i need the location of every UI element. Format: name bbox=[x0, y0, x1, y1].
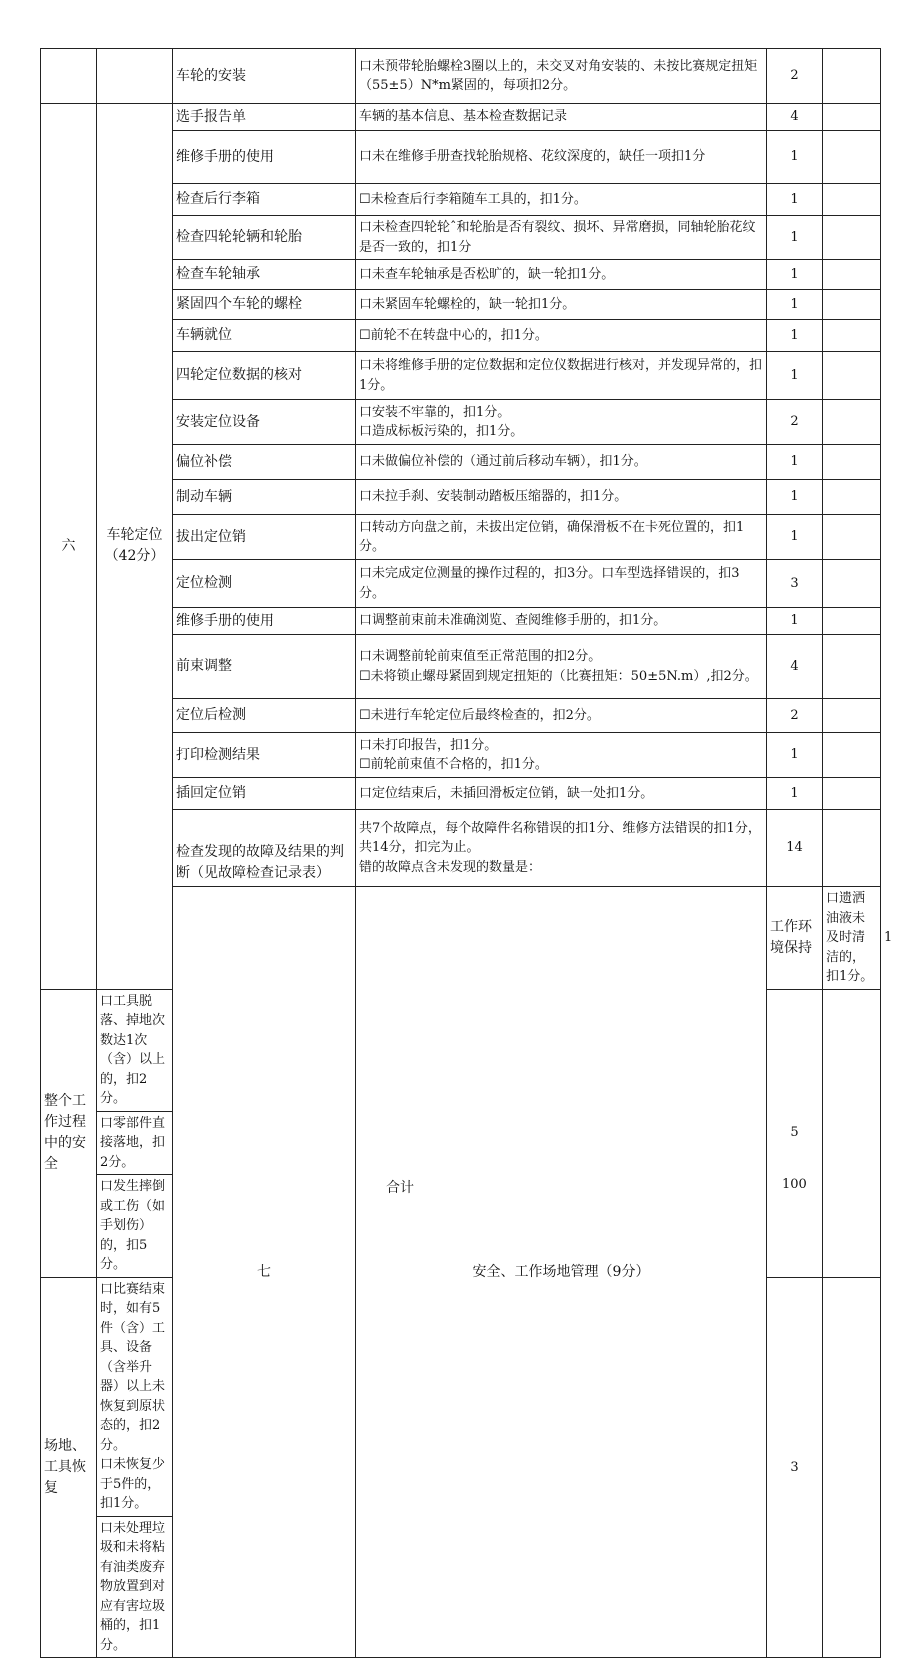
deduction-cell bbox=[823, 480, 881, 515]
criteria-cell: 口未查车轮轴承是否松旷的，缺一轮扣1分。 bbox=[356, 260, 767, 290]
deduction-cell bbox=[823, 184, 881, 216]
section-number-cell bbox=[41, 49, 97, 104]
category-cell bbox=[97, 49, 173, 104]
criteria-cell bbox=[356, 733, 767, 778]
item-cell: 制动车辆 bbox=[173, 480, 356, 515]
criteria-cell: ☐未检查后行李箱随车工具的，扣1分。 bbox=[356, 184, 767, 216]
criteria-cell: 口零部件直接落地，扣2分。 bbox=[97, 1111, 173, 1175]
item-cell: 拔出定位销 bbox=[173, 515, 356, 560]
criteria-cell bbox=[356, 810, 767, 887]
criteria-cell: ☐前轮不在转盘中心的，扣1分。 bbox=[356, 320, 767, 352]
criteria-cell: 口未检查四轮轮ˆ和轮胎是否有裂纹、损坏、异常磨损，同轴轮胎花纹是否一致的，扣1分 bbox=[356, 216, 767, 260]
item-cell: 检查后行李箱 bbox=[173, 184, 356, 216]
score-cell: 1 bbox=[767, 290, 823, 320]
table-row bbox=[41, 49, 881, 104]
criteria-line: 口比赛结束时，如有5件（含）工具、设备（含举升器）以上未恢复到原状态的，扣2分。 bbox=[100, 1281, 166, 1453]
score-cell: 1 bbox=[767, 216, 823, 260]
deduction-cell bbox=[823, 104, 881, 131]
criteria-cell bbox=[97, 1277, 173, 1516]
score-cell: 1 bbox=[767, 352, 823, 400]
criteria-cell: 口工具脱落、掉地次数达1次（含）以上的，扣2分。 bbox=[97, 989, 173, 1111]
criteria-cell: 口调整前束前未准确浏览、查阅维修手册的，扣1分。 bbox=[356, 608, 767, 635]
score-cell: 4 bbox=[767, 635, 823, 699]
deduction-cell bbox=[823, 1277, 881, 1658]
deduction-cell bbox=[823, 699, 881, 733]
deduction-cell bbox=[823, 778, 881, 810]
item-cell: 维修手册的使用 bbox=[173, 608, 356, 635]
score-cell: 1 bbox=[767, 778, 823, 810]
criteria-cell: 口未紧固车轮螺栓的，缺一轮扣1分。 bbox=[356, 290, 767, 320]
criteria-line: 口未调整前轮前束值至正常范围的扣2分。 bbox=[359, 649, 602, 664]
deduction-cell bbox=[823, 810, 881, 887]
criteria-cell: 口未完成定位测量的操作过程的，扣3分。口车型选择错误的，扣3分。 bbox=[356, 560, 767, 608]
section-number: 六 bbox=[41, 104, 97, 990]
criteria-cell: 口发生摔倒或工伤（如手划伤）的，扣5分。 bbox=[97, 1175, 173, 1278]
item-cell: 紧固四个车轮的螺栓 bbox=[173, 290, 356, 320]
score-cell: 1 bbox=[767, 733, 823, 778]
deduction-cell bbox=[823, 352, 881, 400]
item-cell: 插回定位销 bbox=[173, 778, 356, 810]
deduction-cell bbox=[823, 560, 881, 608]
deduction-cell bbox=[823, 131, 881, 184]
deduction-cell bbox=[823, 216, 881, 260]
score-cell: 14 bbox=[767, 810, 823, 887]
criteria-line: 口安装不牢靠的，扣1分。 bbox=[359, 404, 511, 420]
item-cell: 定位检测 bbox=[173, 560, 356, 608]
deduction-cell bbox=[823, 49, 881, 104]
criteria-cell: 口未做偏位补偿的（通过前后移动车辆），扣1分。 bbox=[356, 445, 767, 480]
criteria-cell bbox=[356, 400, 767, 445]
score-cell: 1 bbox=[767, 445, 823, 480]
item-cell: 偏位补偿 bbox=[173, 445, 356, 480]
score-cell: 2 bbox=[767, 400, 823, 445]
score-cell: 3 bbox=[767, 560, 823, 608]
score-cell: 4 bbox=[767, 104, 823, 131]
score-cell: 1 bbox=[767, 320, 823, 352]
item-cell: 工作环境保持 bbox=[767, 887, 823, 990]
score-cell: 1 bbox=[767, 131, 823, 184]
criteria-cell: 口遗洒油液未及时清洁的，扣1分。 bbox=[823, 887, 881, 990]
criteria-cell: 口未拉手刹、安装制动踏板压缩器的，扣1分。 bbox=[356, 480, 767, 515]
criteria-line: ☐未将锁止螺母紧固到规定扭矩的（比赛扭矩：50±5N.m）,扣2分。 bbox=[359, 668, 758, 684]
total-value: 100 bbox=[782, 1177, 807, 1192]
deduction-cell bbox=[823, 635, 881, 699]
criteria-cell: 口未预带轮胎螺栓3圈以上的，未交叉对角安装的、未按比赛规定扭矩（55±5）N*m紧固的，每项扣2分。 bbox=[356, 49, 767, 104]
criteria-cell: 口未处理垃圾和未将粘有油类废弃物放置到对应有害垃圾桶的，扣1分。 bbox=[97, 1516, 173, 1658]
deduction-cell bbox=[823, 320, 881, 352]
criteria-cell: 口未在维修手册查找轮胎规格、花纹深度的，缺任一项扣1分 bbox=[356, 131, 767, 184]
section-category: 车轮定位（42分） bbox=[97, 104, 173, 990]
section-category: 安全、工作场地管理（9分） bbox=[356, 887, 767, 1658]
item-cell: 维修手册的使用 bbox=[173, 131, 356, 184]
score-cell: 1 bbox=[767, 515, 823, 560]
criteria-line: 共7个故障点，每个故障件名称错误的扣1分、维修方法错误的扣1分，共14分，扣完为止。 bbox=[359, 820, 761, 856]
score-cell: 2 bbox=[767, 699, 823, 733]
criteria-line: 口未恢复少于5件的，扣1分。 bbox=[100, 1457, 166, 1511]
item-cell: 四轮定位数据的核对 bbox=[173, 352, 356, 400]
score-cell: 3 bbox=[767, 1277, 823, 1658]
item-cell: 检查四轮轮辆和轮胎 bbox=[173, 216, 356, 260]
score-cell: 1 bbox=[767, 184, 823, 216]
total-label: 合计 bbox=[386, 1180, 414, 1196]
score-cell: 2 bbox=[767, 49, 823, 104]
item-cell: 安装定位设备 bbox=[173, 400, 356, 445]
section-number: 七 bbox=[173, 887, 356, 1658]
score-cell: 1 bbox=[767, 608, 823, 635]
item-cell: 整个工作过程中的安全 bbox=[41, 989, 97, 1277]
item-cell: 车辆就位 bbox=[173, 320, 356, 352]
criteria-cell: ☐未进行车轮定位后最终检查的，扣2分。 bbox=[356, 699, 767, 733]
criteria-cell: 口转动方向盘之前，未拔出定位销，确保滑板不在卡死位置的，扣1分。 bbox=[356, 515, 767, 560]
item-cell: 检查发现的故障及结果的判断（见故障检查记录表） bbox=[173, 810, 356, 887]
score-cell: 5 bbox=[767, 989, 823, 1277]
item-cell: 场地、工具恢复 bbox=[41, 1277, 97, 1658]
criteria-line: 错的故障点含未发现的数量是： bbox=[359, 859, 542, 875]
criteria-cell: 车辆的基本信息、基本检查数据记录 bbox=[356, 104, 767, 131]
deduction-cell bbox=[823, 733, 881, 778]
table-row bbox=[41, 104, 881, 131]
deduction-cell bbox=[823, 400, 881, 445]
deduction-cell bbox=[823, 445, 881, 480]
item-cell: 选手报告单 bbox=[173, 104, 356, 131]
item-cell: 检查车轮轴承 bbox=[173, 260, 356, 290]
item-cell: 前束调整 bbox=[173, 635, 356, 699]
criteria-line: 口造成标板污染的，扣1分。 bbox=[359, 424, 524, 439]
deduction-cell bbox=[823, 989, 881, 1277]
item-cell: 打印检测结果 bbox=[173, 733, 356, 778]
criteria-cell bbox=[356, 635, 767, 699]
deduction-cell bbox=[823, 260, 881, 290]
criteria-cell: 口定位结束后，未插回滑板定位销，缺一处扣1分。 bbox=[356, 778, 767, 810]
criteria-cell: 口未将维修手册的定位数据和定位仪数据进行核对，并发现异常的，扣1分。 bbox=[356, 352, 767, 400]
criteria-line: ☐前轮前束值不合格的，扣1分。 bbox=[359, 757, 548, 772]
score-cell: 1 bbox=[767, 260, 823, 290]
criteria-line: 口未打印报告，扣1分。 bbox=[359, 737, 498, 753]
table-row: 七 安全、工作场地管理（9分） 工作环境保持 口遗洒油液未及时清洁的，扣1分。 1 bbox=[41, 887, 881, 990]
item-cell: 车轮的安装 bbox=[173, 49, 356, 104]
item-cell: 定位后检测 bbox=[173, 699, 356, 733]
deduction-cell bbox=[823, 515, 881, 560]
scoring-table bbox=[40, 48, 893, 1658]
score-cell: 1 bbox=[767, 480, 823, 515]
deduction-cell bbox=[823, 608, 881, 635]
deduction-cell bbox=[823, 290, 881, 320]
